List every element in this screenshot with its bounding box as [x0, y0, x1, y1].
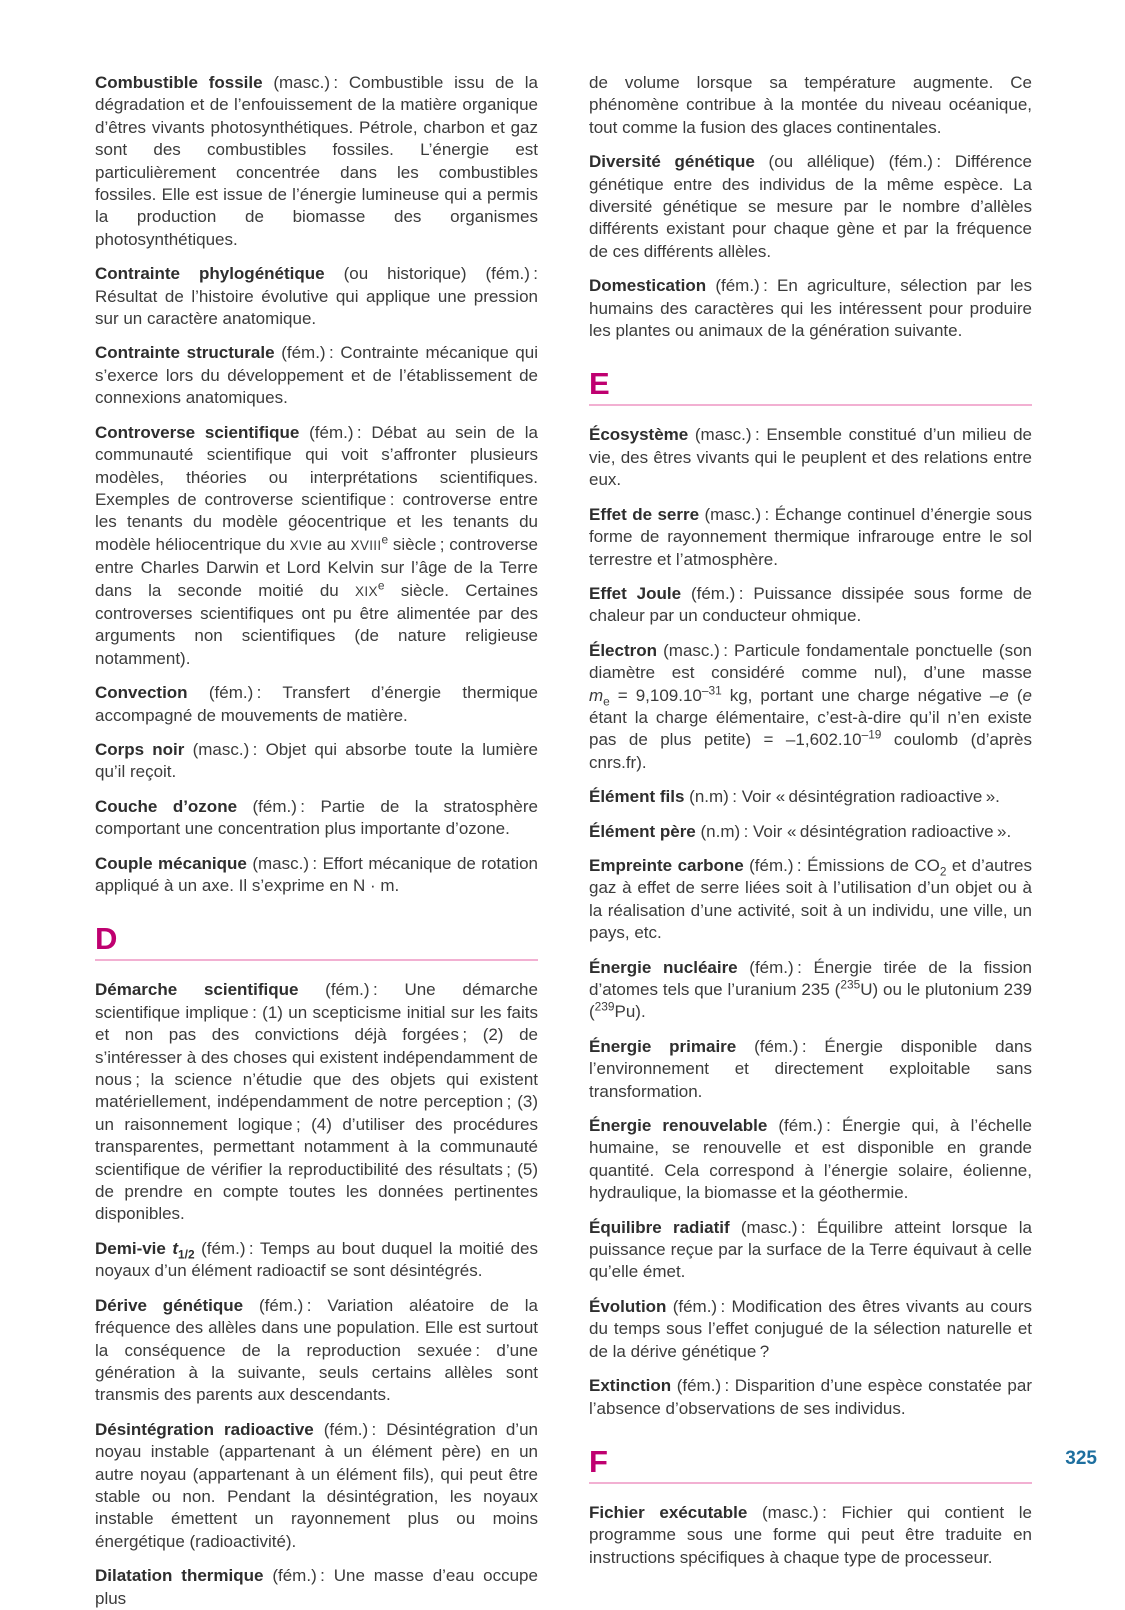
entry-term: Demi-vie $t_{1/2}$	[95, 1238, 195, 1262]
glossary-entry	[95, 682, 538, 727]
entry-meta: (masc.) :	[762, 1502, 827, 1522]
entry-meta: (fém.) :	[272, 1566, 325, 1586]
entry-definition: Partie de la stratosphère comportant une concentration plus importante d’ozone.	[95, 796, 538, 839]
right-column	[589, 72, 1032, 1610]
entry-term: Démarche scientifique	[95, 980, 299, 1000]
section-header-d	[95, 923, 538, 961]
entry-term: Élément père	[589, 821, 696, 841]
glossary-entry	[589, 786, 1032, 808]
glossary-entry	[589, 1036, 1032, 1103]
entry-meta: (fém.) :	[754, 1036, 807, 1056]
entry-definition: Disparition d’une espèce constatée par l’absence d’observations de ses individus.	[589, 1376, 1032, 1418]
entry-meta: (masc.) :	[252, 853, 318, 873]
entry-term: Effet Joule	[589, 583, 682, 603]
entry-term: Contrainte structurale	[95, 343, 275, 363]
glossary-entry	[589, 821, 1032, 843]
entry-meta: (fém.) :	[676, 1376, 730, 1396]
entry-definition: Une masse d’eau occupe plus	[95, 1566, 538, 1608]
entry-definition: Émissions de $CO_2$ et d’autres gaz à effet de serre liées soit à l’utilisation d’un objet ou à la réalisation d’une activité, soit à un individu, une ville, un pays, etc.	[589, 855, 1032, 943]
entry-term: Couche d’ozone	[95, 796, 238, 816]
entry-term: Énergie renouvelable	[589, 1116, 768, 1136]
entry-meta: (masc.) :	[663, 640, 728, 660]
entry-definition: En agriculture, sélection par les humains des caractères qui les intéressent pour produire les plantes ou animaux de la génération suivante.	[589, 276, 1032, 341]
entry-meta: (masc.) :	[704, 504, 770, 524]
entry-definition: Voir « désintégration radioactive ».	[741, 787, 1000, 807]
entry-meta: (fém.) :	[323, 1419, 377, 1439]
glossary-entry	[95, 422, 538, 670]
glossary-entry	[589, 957, 1032, 1024]
glossary-entry	[589, 1375, 1032, 1420]
glossary-entry	[95, 1295, 538, 1407]
entry-definition: Variation aléatoire de la fréquence des allèles dans une population. Elle est surtout la conséquence de la reproduction sexuée : d’une génération à la suivante, seuls certains allèles sont transmis des parents aux descendants.	[95, 1295, 538, 1405]
entry-meta: (n.m) :	[700, 821, 749, 841]
entry-definition: Équilibre atteint lorsque la puissance reçue par la surface de la Terre équivaut à celle qu’elle émet.	[589, 1217, 1032, 1282]
entry-meta: (fém.) :	[778, 1116, 831, 1136]
entry-term: Extinction	[589, 1376, 672, 1396]
glossary-entry	[95, 853, 538, 898]
entry-definition: Fichier qui contient le programme sous une forme qui peut être traduite en instructions spécifiques à chaque type de processeur.	[589, 1502, 1032, 1567]
entry-term: Énergie nucléaire	[589, 957, 738, 977]
entry-definition: Temps au bout duquel la moitié des noyaux d’un élément radioactif se sont désintégrés.	[95, 1238, 538, 1281]
glossary-entry	[589, 640, 1032, 774]
glossary-entry	[589, 855, 1032, 945]
entry-definition: Transfert d’énergie thermique accompagné de mouvements de matière.	[95, 683, 538, 725]
entry-term: Domestication	[589, 276, 707, 296]
entry-meta: (fém.) :	[749, 957, 802, 977]
section-letter: D	[95, 921, 118, 957]
glossary-entry	[589, 1115, 1032, 1205]
glossary-entry	[589, 504, 1032, 571]
entry-meta: (fém.) :	[208, 683, 262, 703]
entry-term: Fichier exécutable	[589, 1502, 748, 1522]
entry-term: Effet de serre	[589, 504, 700, 524]
entry-term: Dilatation thermique	[95, 1566, 264, 1586]
section-header-e	[589, 368, 1032, 406]
entry-term: Énergie primaire	[589, 1036, 737, 1056]
entry-definition: Énergie disponible dans l’environnement et directement exploitable sans transformation.	[589, 1036, 1033, 1101]
entry-meta: (masc.) :	[273, 73, 339, 92]
section-header-f	[589, 1443, 1032, 1484]
entry-definition: Contrainte mécanique qui s’exerce lors du développement et de l’établissement de connexions anatomiques.	[95, 343, 538, 408]
entry-term: Convection	[95, 683, 188, 703]
glossary-entry	[95, 1565, 538, 1610]
glossary-entry	[95, 739, 538, 784]
glossary-entry	[95, 1419, 538, 1553]
entry-meta: (fém.) :	[252, 796, 306, 816]
entry-term: Diversité génétique	[589, 152, 755, 172]
entry-term: Dérive génétique	[95, 1295, 244, 1315]
entry-meta: (fém.) :	[281, 343, 334, 363]
glossary-entry	[589, 151, 1032, 263]
entry-term: Écosystème	[589, 425, 689, 445]
entry-definition: Modification des êtres vivants au cours du temps sous l’effet conjugué de la sélection naturelle et de la dérive génétique ?	[589, 1296, 1032, 1361]
entry-definition: Objet qui absorbe toute la lumière qu’il reçoit.	[95, 739, 538, 782]
entry-meta: (fém.) :	[309, 422, 362, 442]
entry-term: Élément fils	[589, 787, 685, 807]
entry-definition: Effort mécanique de rotation appliqué à un axe. Il s’exprime en N · m.	[95, 853, 539, 895]
glossary-entry	[95, 1238, 538, 1283]
entry-definition: Une démarche scientifique implique : (1) un scepticisme initial sur les faits et non pas des convictions déjà forgées ; (2) de s’intéresser à des choses qui existent indépendamment de nous ; la science n’étudie que des objets qui existent matériellement, indépendamment de notre perception ; (3) un raisonnement logique ; (4) d’utiliser des procédures transparentes, permettant notamment à la communauté scientifique de vérifier la reproductibilité des résultats ; (5) de prendre en compte toutes les données pertinentes disponibles.	[95, 980, 538, 1224]
entry-meta: (fém.) :	[201, 1238, 254, 1258]
entry-definition: Désintégration d’un noyau instable (appartenant à un élément père) en un autre noyau (appartenant à un élément fils), qui peut être stable ou non. Pendant la désintégration, les noyaux instable émettent un rayonnement plus ou moins énergétique (radioactivité).	[95, 1419, 538, 1551]
section-letter: F	[589, 1443, 608, 1479]
entry-meta: (masc.) :	[740, 1217, 806, 1237]
glossary-entry	[95, 796, 538, 841]
glossary-entry	[589, 1502, 1032, 1569]
entry-definition: Voir « désintégration radioactive ».	[753, 821, 1012, 841]
entry-term: Évolution	[589, 1296, 667, 1316]
entry-definition: Résultat de l’histoire évolutive qui applique une pression sur un caractère anatomique.	[95, 286, 538, 329]
entry-term: Corps noir	[95, 739, 185, 759]
entry-meta: (masc.) :	[192, 739, 258, 759]
entry-definition: Combustible issu de la dégradation et de l’enfouissement de la matière organique d’êtres vivants photosynthétiques. Pétrole, charbon et gaz sont des combustibles fossiles. L’énergie est particulièrement concentrée dans les combustibles fossiles. Elle est issue de l’énergie lumineuse qui a permis la production de biomasse des organismes photosynthétiques.	[95, 73, 539, 249]
page-number: 325	[1065, 1448, 1097, 1469]
glossary-columns	[95, 72, 1032, 1610]
entry-definition: Débat au sein de la communauté scientifique qui voit s’affronter plusieurs modèles, théories ou interprétations scientifiques. Exemples de controverse scientifique : controverse entre les tenants du modèle géocentrique et les tenants du modèle héliocentrique du XVIe au XVIIIe siècle ; controverse entre Charles Darwin et Lord Kelvin sur l’âge de la Terre dans la seconde moitié du XIXe siècle. Certaines controverses scientifiques ont pu être alimentée par des arguments non scientifiques (de nature religieuse notamment).	[95, 422, 539, 668]
entry-meta: (fém.) :	[672, 1296, 726, 1316]
glossary-entry	[589, 1296, 1032, 1363]
entry-meta: (fém.) :	[715, 276, 768, 296]
entry-meta: (n.m) :	[689, 787, 737, 807]
entry-meta: (masc.) :	[694, 425, 760, 445]
entry-meta: (fém.) :	[749, 855, 802, 875]
entry-meta: (ou historique) (fém.) :	[343, 264, 538, 284]
entry-meta: (fém.) :	[325, 980, 378, 1000]
entry-term: Combustible fossile	[95, 73, 263, 92]
entry-definition: Puissance dissipée sous forme de chaleur par un conducteur ohmique.	[589, 583, 1032, 626]
entry-term: Empreinte carbone	[589, 855, 744, 875]
entry-definition: de volume lorsque sa température augmente. Ce phénomène contribue à la montée du niveau océanique, tout comme la fusion des glaces continentales.	[589, 73, 1032, 137]
section-letter: E	[589, 366, 610, 402]
entry-term: Controverse scientifique	[95, 422, 300, 442]
entry-term: Désintégration radioactive	[95, 1419, 314, 1439]
entry-definition: Différence génétique entre des individus de la même espèce. La diversité génétique se mesure par le nombre d’allèles différents existant pour chaque gène et par la fréquence de ces différents allèles.	[589, 152, 1032, 261]
glossary-entry	[589, 583, 1032, 628]
glossary-entry	[589, 424, 1032, 491]
left-column	[95, 72, 538, 1610]
entry-term: Couple mécanique	[95, 853, 247, 873]
continuation-paragraph	[589, 72, 1032, 139]
glossary-entry	[95, 342, 538, 409]
glossary-entry	[589, 1217, 1032, 1284]
entry-meta: (ou allélique) (fém.) :	[768, 152, 942, 172]
glossary-entry	[95, 263, 538, 330]
entry-term: Contrainte phylogénétique	[95, 264, 325, 284]
entry-definition: Particule fondamentale ponctuelle (son diamètre est considéré comme nul), d’une masse $m_e = 9,109.10^{-31}$ kg, portant une charge négative –e (e étant la charge élémentaire, c’est-à-dire qu’il n’en existe pas de plus petite) = $-1,602.10^{-19}$ coulomb (d’après cnrs.fr).	[589, 640, 1032, 772]
entry-term: Électron	[589, 640, 658, 660]
glossary-entry	[95, 72, 538, 251]
entry-definition: Énergie tirée de la fission d’atomes tels que l’uranium 235 ($^{235}$U) ou le plutonium 239 ($^{239}$Pu).	[589, 957, 1032, 1022]
entry-definition: Échange continuel d’énergie sous forme de rayonnement thermique infrarouge entre le sol terrestre et l’atmosphère.	[589, 504, 1032, 569]
entry-definition: Ensemble constitué d’un milieu de vie, des êtres vivants qui le peuplent et des relations entre eux.	[589, 425, 1033, 490]
entry-definition: Énergie qui, à l’échelle humaine, se renouvelle et est disponible en grande quantité. Cela correspond à l’énergie solaire, éolienne, hydraulique, la biomasse et la géothermie.	[589, 1116, 1032, 1203]
entry-meta: (fém.) :	[258, 1295, 312, 1315]
entry-meta: (fém.) :	[690, 583, 744, 603]
glossary-entry	[95, 979, 538, 1225]
entry-term: Équilibre radiatif	[589, 1217, 730, 1237]
glossary-entry	[589, 275, 1032, 342]
